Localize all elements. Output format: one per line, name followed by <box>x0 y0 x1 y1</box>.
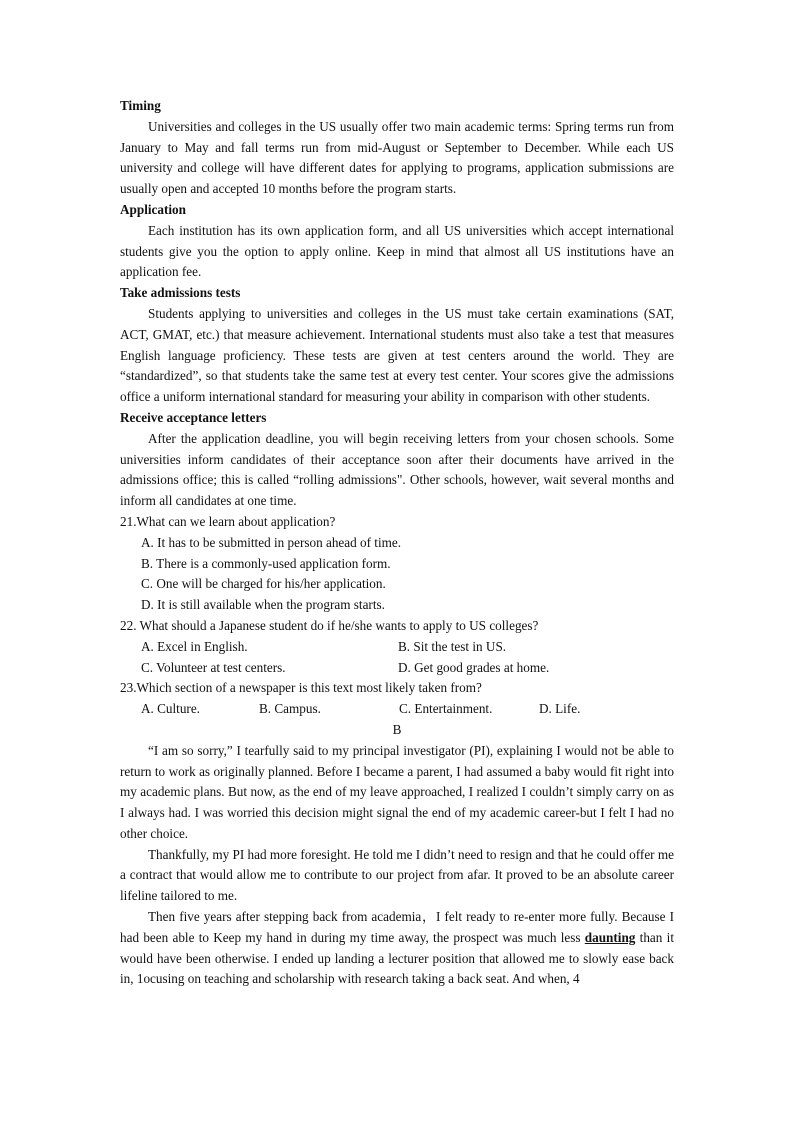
option-a: A. It has to be submitted in person ahead of time. <box>141 534 402 550</box>
section-heading: Receive acceptance letters <box>120 409 267 425</box>
section-heading: Application <box>120 201 186 217</box>
option-row <box>120 699 674 720</box>
vocabulary-keyword: daunting <box>584 929 636 945</box>
question-stem: 23.Which section of a newspaper is this text most likely taken from? <box>120 680 482 696</box>
question-23 <box>120 678 674 720</box>
option-d: D. Life. <box>539 701 581 717</box>
section-application <box>120 200 674 283</box>
option-row <box>120 637 674 658</box>
section-heading: Timing <box>120 98 161 113</box>
passage-paragraph: “I am so sorry,” I tearfully said to my principal investigator (PI), explaining I would not be able to return to work as originally planned. Before I became a parent, I had assumed a baby would fit right into my academic plans. But now, as the end of my leave approached, I realized I couldn’t simply carry on as I always had. I was worried this decision might signal the end of my academic career-but I felt I had no other choice. <box>120 742 674 841</box>
section-timing <box>120 96 674 200</box>
question-22 <box>120 616 674 678</box>
passage-label: B <box>392 721 402 737</box>
option-c: C. One will be charged for his/her application. <box>141 576 386 592</box>
question-stem: 21.What can we learn about application? <box>120 513 336 529</box>
paragraph-text: Then five years after stepping back from academia，I felt ready to re-enter more fully. Because I had been able to Keep my hand in during my time away, the prospect was much less <box>120 909 674 945</box>
section-acceptance-letters <box>120 408 674 512</box>
document-page <box>120 96 674 990</box>
option-d: D. It is still available when the program starts. <box>141 597 385 613</box>
passage-paragraph <box>120 907 674 990</box>
option-c: C. Entertainment. <box>399 701 493 717</box>
question-stem: 22. What should a Japanese student do if he/she wants to apply to US colleges? <box>120 617 539 633</box>
passage-b <box>120 720 674 990</box>
option-b: B. There is a commonly-used application form. <box>141 555 391 571</box>
option-a: A. Excel in English. <box>141 638 248 654</box>
section-admissions-tests <box>120 283 674 408</box>
passage-a <box>120 96 674 512</box>
paragraph-text: than it would have been otherwise. I ended up landing a lecturer position that allowed me to slowly ease back in, 1ocusing on teaching and scholarship with research taking a back seat. And when, 4 <box>120 929 674 987</box>
option-c: C. Volunteer at test centers. <box>141 659 286 675</box>
option-b: B. Sit the test in US. <box>398 638 507 654</box>
section-paragraph: After the application deadline, you will begin receiving letters from your chosen schools. Some universities inform candidates of their acceptance soon after their documents have arrived in the admissions office; this is called “rolling admissions". Other schools, however, wait several months and inform all candidates at one time. <box>120 430 674 509</box>
section-paragraph: Each institution has its own application form, and all US universities which accept international students give you the option to apply online. Keep in mind that almost all US institutions have an application fee. <box>120 222 674 280</box>
option-d: D. Get good grades at home. <box>398 659 550 675</box>
section-heading: Take admissions tests <box>120 285 241 301</box>
passage-paragraph: Thankfully, my PI had more foresight. He told me I didn’t need to resign and that he could offer me a contract that would allow me to contribute to our project from afar. It proved to be an absolute career lifeline tailored to me. <box>120 846 674 904</box>
option-a: A. Culture. <box>141 701 200 717</box>
option-row <box>120 658 674 679</box>
section-paragraph: Universities and colleges in the US usually offer two main academic terms: Spring terms run from January to May and fall terms run from mid-August or September to December. While each US university and college will have different dates for applying to programs, application submissions are usually open and accepted 10 months before the program starts. <box>120 118 674 197</box>
section-paragraph: Students applying to universities and colleges in the US must take certain examinations (SAT, ACT, GMAT, etc.) that measure achievement. International students must also take a test that measures English language proficiency. These tests are given at test centers around the world. They are “standardized”, so that students take the same test at every test center. Your scores give the admissions office a uniform international standard for measuring your ability in comparison with other students. <box>120 305 674 405</box>
question-21 <box>120 512 674 616</box>
option-b: B. Campus. <box>259 701 321 717</box>
